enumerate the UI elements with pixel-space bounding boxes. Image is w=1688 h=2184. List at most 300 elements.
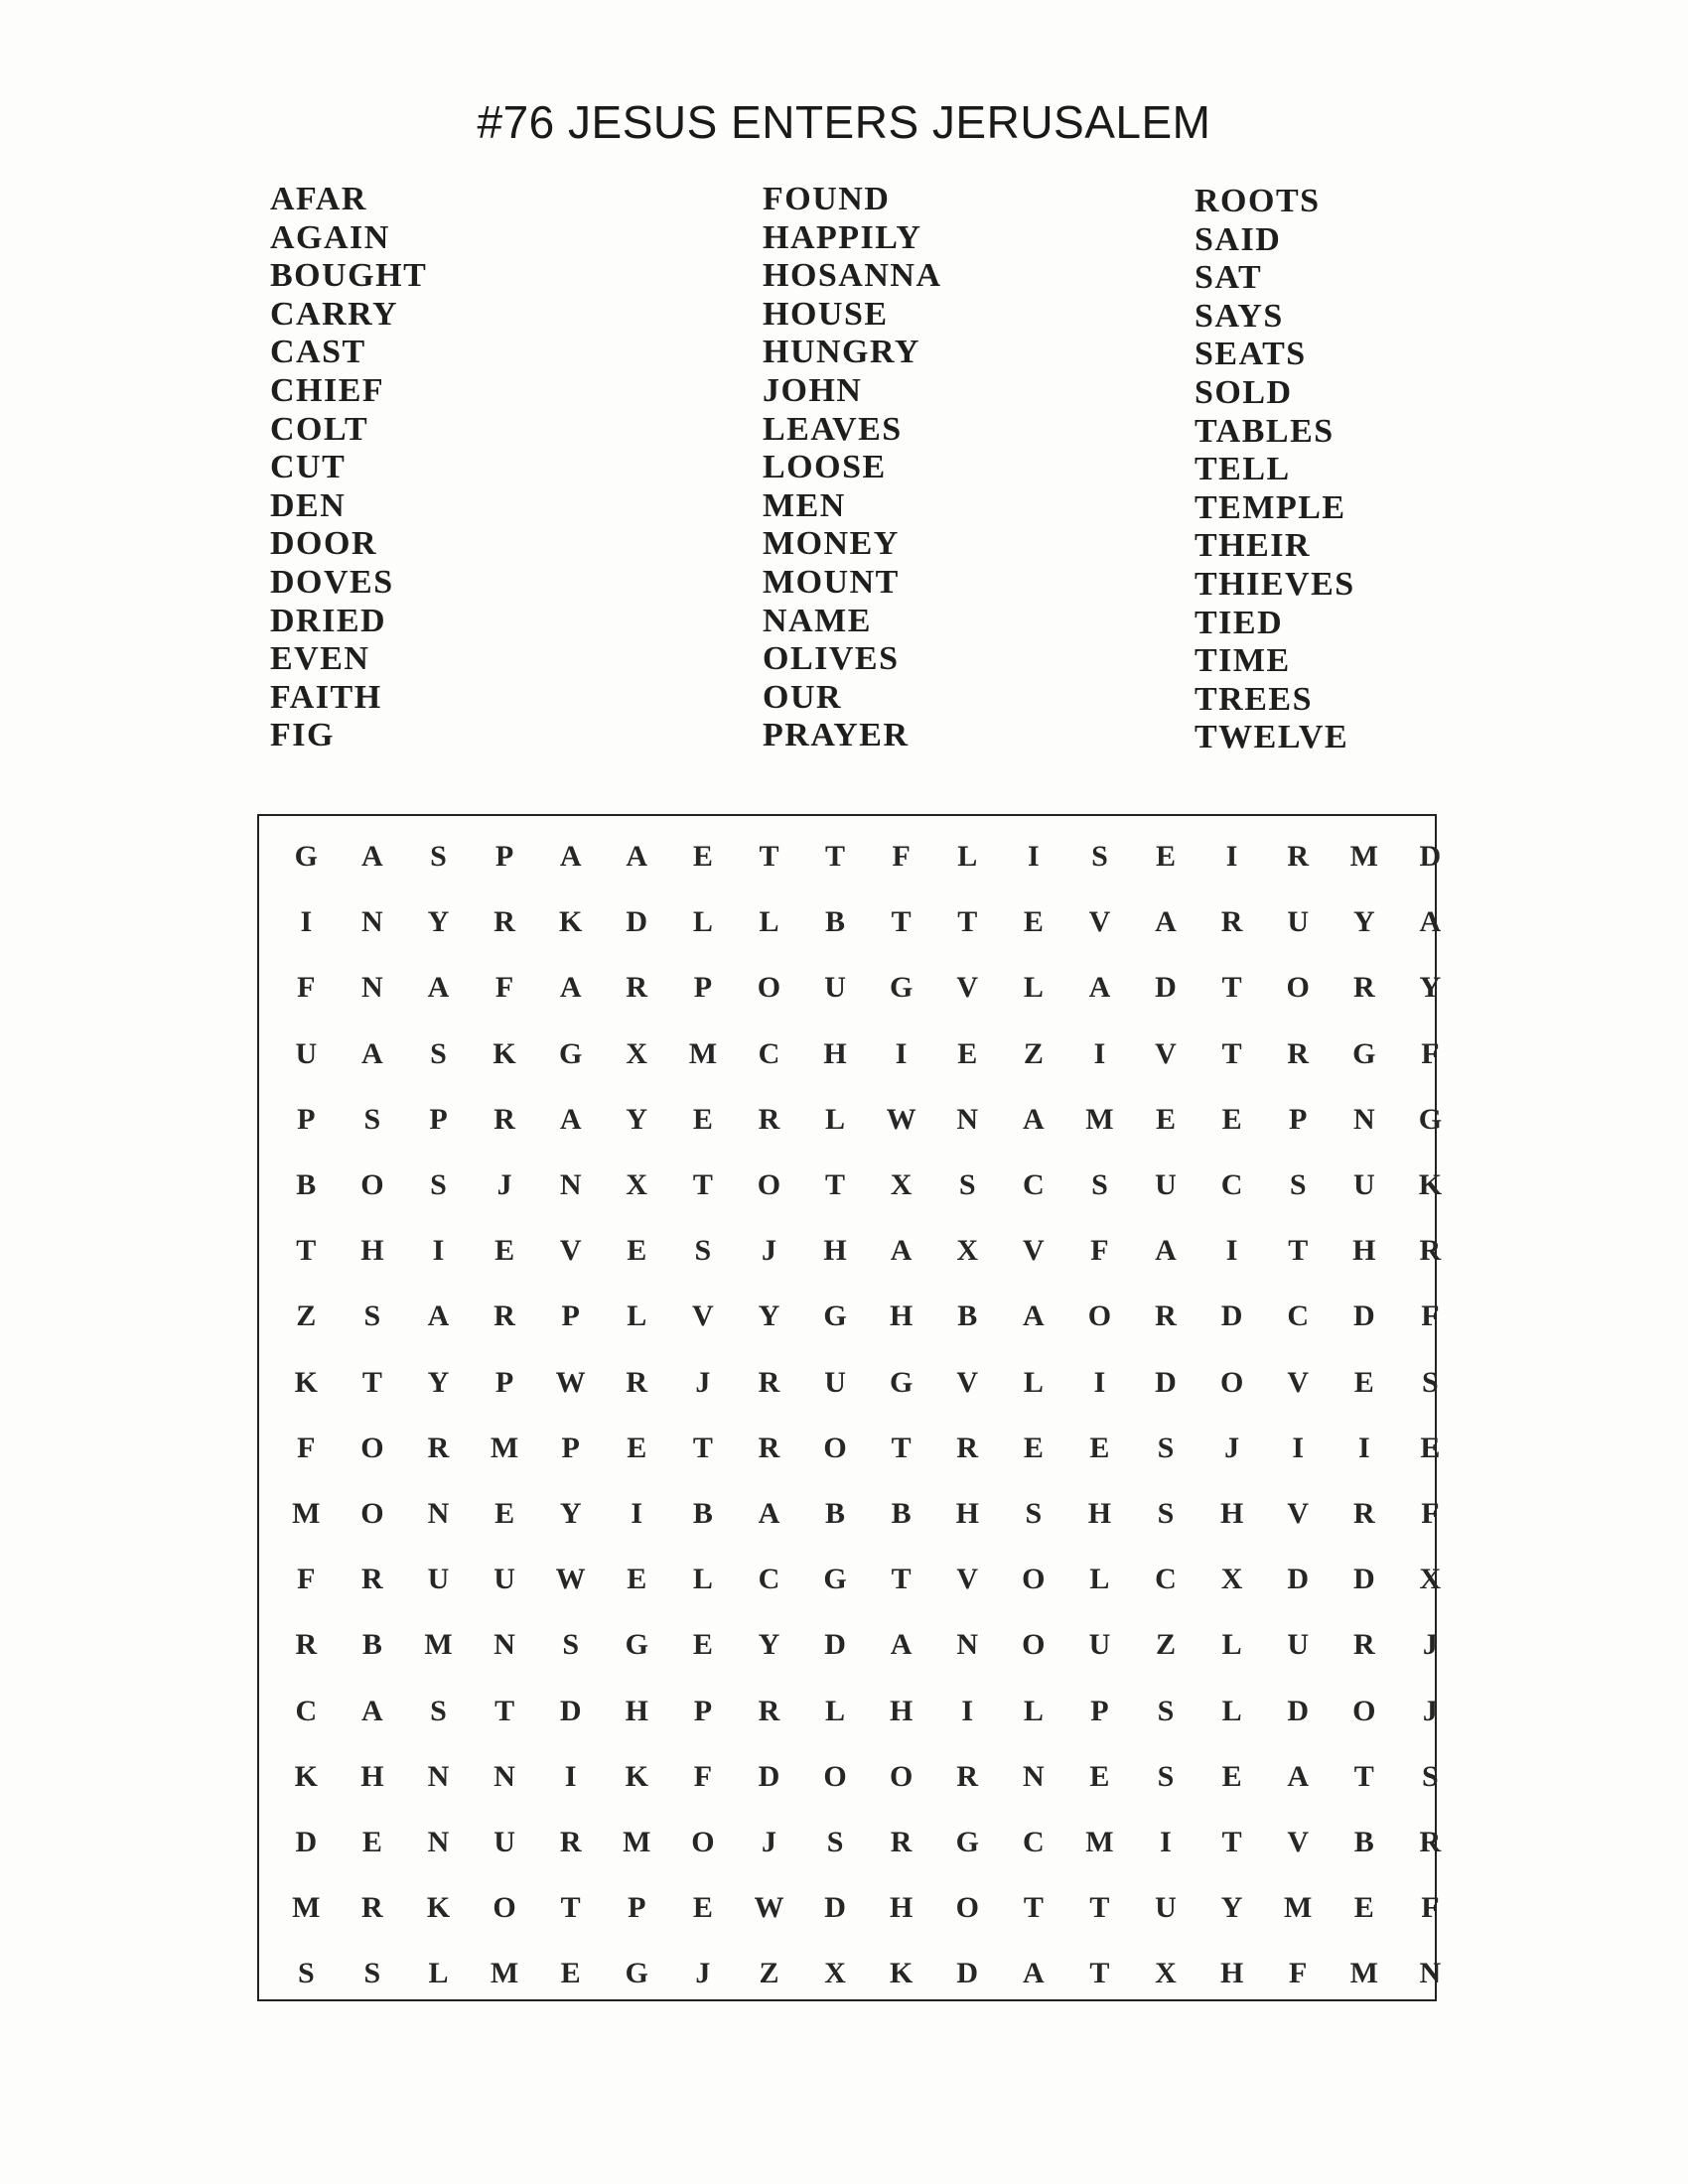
grid-letter[interactable]: J [1224, 1431, 1240, 1464]
grid-letter[interactable]: R [493, 1102, 515, 1136]
grid-letter[interactable]: V [1287, 1825, 1310, 1858]
grid-letter[interactable]: B [825, 905, 846, 939]
grid-letter[interactable]: X [1220, 1563, 1243, 1596]
grid-letter[interactable]: S [1422, 1365, 1439, 1399]
grid-letter[interactable]: U [295, 1036, 318, 1070]
grid-letter[interactable]: I [961, 1694, 974, 1727]
grid-letter[interactable]: F [297, 971, 316, 1005]
grid-letter[interactable]: A [1022, 1299, 1045, 1333]
grid-letter[interactable]: U [1155, 1168, 1177, 1202]
grid-letter[interactable]: U [1088, 1628, 1111, 1662]
grid-letter[interactable]: B [957, 1299, 978, 1333]
grid-letter[interactable]: L [1023, 1694, 1044, 1727]
grid-letter[interactable]: C [758, 1036, 780, 1070]
grid-letter[interactable]: E [1221, 1759, 1242, 1793]
grid-letter[interactable]: O [823, 1431, 847, 1464]
grid-letter[interactable]: U [824, 971, 846, 1005]
grid-letter[interactable]: L [627, 1299, 647, 1333]
grid-letter[interactable]: S [1157, 1496, 1175, 1530]
grid-letter[interactable]: O [757, 971, 781, 1005]
grid-letter[interactable]: R [361, 1563, 383, 1596]
grid-letter[interactable]: B [825, 1496, 846, 1530]
grid-letter[interactable]: F [1421, 1299, 1440, 1333]
grid-letter[interactable]: X [956, 1234, 979, 1268]
grid-letter[interactable]: M [623, 1825, 651, 1858]
grid-letter[interactable]: O [360, 1431, 384, 1464]
grid-letter[interactable]: A [361, 1036, 383, 1070]
grid-letter[interactable]: R [559, 1825, 582, 1858]
grid-letter[interactable]: S [297, 1957, 315, 1990]
grid-letter[interactable]: C [1220, 1168, 1243, 1202]
grid-letter[interactable]: A [559, 840, 582, 874]
grid-letter[interactable]: O [360, 1168, 384, 1202]
grid-letter[interactable]: C [1022, 1825, 1045, 1858]
grid-letter[interactable]: V [692, 1299, 714, 1333]
grid-letter[interactable]: O [1219, 1365, 1244, 1399]
grid-letter[interactable]: P [494, 1365, 514, 1399]
grid-letter[interactable]: T [759, 840, 779, 874]
grid-letter[interactable]: X [626, 1168, 648, 1202]
grid-letter[interactable]: F [297, 1431, 316, 1464]
grid-letter[interactable]: E [494, 1234, 515, 1268]
grid-letter[interactable]: K [294, 1365, 318, 1399]
grid-letter[interactable]: N [1352, 1102, 1375, 1136]
grid-letter[interactable]: S [430, 1168, 447, 1202]
grid-letter[interactable]: E [692, 840, 713, 874]
grid-letter[interactable]: G [1418, 1102, 1443, 1136]
grid-letter[interactable]: L [692, 905, 713, 939]
grid-letter[interactable]: G [823, 1299, 847, 1333]
grid-letter[interactable]: Z [1156, 1628, 1177, 1662]
grid-letter[interactable]: T [1221, 1825, 1242, 1858]
grid-letter[interactable]: T [494, 1694, 515, 1727]
grid-letter[interactable]: G [823, 1563, 847, 1596]
grid-letter[interactable]: I [432, 1234, 445, 1268]
grid-letter[interactable]: U [1155, 1891, 1177, 1925]
grid-letter[interactable]: R [758, 1431, 780, 1464]
grid-letter[interactable]: O [1286, 971, 1310, 1005]
grid-letter[interactable]: S [363, 1299, 381, 1333]
grid-letter[interactable]: I [1027, 840, 1040, 874]
grid-letter[interactable]: B [296, 1168, 317, 1202]
grid-letter[interactable]: G [559, 1036, 583, 1070]
grid-letter[interactable]: C [758, 1563, 780, 1596]
grid-letter[interactable]: X [1419, 1563, 1442, 1596]
grid-letter[interactable]: E [1089, 1759, 1110, 1793]
grid-letter[interactable]: S [1025, 1496, 1043, 1530]
grid-letter[interactable]: M [424, 1628, 453, 1662]
grid-letter[interactable]: O [1022, 1628, 1046, 1662]
grid-letter[interactable]: S [1091, 1168, 1108, 1202]
grid-letter[interactable]: C [295, 1694, 318, 1727]
grid-letter[interactable]: F [1421, 1891, 1440, 1925]
grid-letter[interactable]: I [1292, 1431, 1305, 1464]
grid-letter[interactable]: N [559, 1168, 582, 1202]
grid-letter[interactable]: J [761, 1234, 776, 1268]
grid-letter[interactable]: N [956, 1102, 979, 1136]
grid-letter[interactable]: Z [759, 1957, 779, 1990]
grid-letter[interactable]: W [555, 1563, 586, 1596]
grid-letter[interactable]: I [631, 1496, 643, 1530]
grid-letter[interactable]: E [1089, 1431, 1110, 1464]
grid-letter[interactable]: O [1352, 1694, 1376, 1727]
grid-letter[interactable]: L [957, 840, 978, 874]
grid-letter[interactable]: E [1420, 1431, 1441, 1464]
grid-letter[interactable]: N [427, 1825, 450, 1858]
grid-letter[interactable]: O [691, 1825, 715, 1858]
grid-letter[interactable]: O [1087, 1299, 1112, 1333]
grid-letter[interactable]: B [1353, 1825, 1374, 1858]
grid-letter[interactable]: S [1157, 1694, 1175, 1727]
grid-letter[interactable]: M [1085, 1825, 1114, 1858]
grid-letter[interactable]: R [1419, 1825, 1442, 1858]
grid-letter[interactable]: I [1357, 1431, 1370, 1464]
grid-letter[interactable]: Z [296, 1299, 317, 1333]
grid-letter[interactable]: K [294, 1759, 318, 1793]
grid-letter[interactable]: T [296, 1234, 317, 1268]
grid-letter[interactable]: R [626, 971, 648, 1005]
grid-letter[interactable]: G [955, 1825, 979, 1858]
grid-letter[interactable]: V [956, 971, 979, 1005]
grid-letter[interactable]: E [1023, 1431, 1044, 1464]
grid-letter[interactable]: L [1221, 1628, 1242, 1662]
grid-letter[interactable]: G [889, 971, 914, 1005]
grid-letter[interactable]: Y [1352, 905, 1375, 939]
grid-letter[interactable]: I [1093, 1036, 1106, 1070]
grid-letter[interactable]: A [1022, 1957, 1045, 1990]
grid-letter[interactable]: J [761, 1825, 776, 1858]
grid-letter[interactable]: D [1220, 1299, 1243, 1333]
grid-letter[interactable]: X [824, 1957, 846, 1990]
grid-letter[interactable]: T [825, 1168, 846, 1202]
grid-letter[interactable]: L [1023, 1365, 1044, 1399]
grid-letter[interactable]: N [361, 971, 383, 1005]
grid-letter[interactable]: V [1155, 1036, 1177, 1070]
grid-letter[interactable]: S [430, 1694, 447, 1727]
grid-letter[interactable]: F [297, 1563, 316, 1596]
grid-letter[interactable]: K [625, 1759, 648, 1793]
grid-letter[interactable]: D [1155, 1365, 1177, 1399]
grid-letter[interactable]: J [1422, 1694, 1438, 1727]
grid-letter[interactable]: P [494, 840, 514, 874]
grid-letter[interactable]: V [1088, 905, 1111, 939]
grid-letter[interactable]: H [360, 1234, 384, 1268]
grid-letter[interactable]: G [1352, 1036, 1376, 1070]
grid-letter[interactable]: L [1221, 1694, 1242, 1727]
grid-letter[interactable]: T [560, 1891, 581, 1925]
grid-letter[interactable]: E [692, 1628, 713, 1662]
grid-letter[interactable]: T [1288, 1234, 1309, 1268]
grid-letter[interactable]: T [1089, 1957, 1110, 1990]
grid-letter[interactable]: Y [559, 1496, 582, 1530]
grid-letter[interactable]: A [361, 1694, 383, 1727]
grid-letter[interactable]: P [693, 1694, 713, 1727]
grid-letter[interactable]: G [625, 1628, 648, 1662]
grid-letter[interactable]: D [626, 905, 648, 939]
grid-letter[interactable]: R [1287, 1036, 1310, 1070]
grid-letter[interactable]: Y [1220, 1891, 1243, 1925]
grid-letter[interactable]: O [889, 1759, 914, 1793]
grid-letter[interactable]: A [1155, 1234, 1177, 1268]
grid-letter[interactable]: T [1221, 971, 1242, 1005]
grid-letter[interactable]: J [695, 1957, 711, 1990]
grid-letter[interactable]: D [1352, 1299, 1375, 1333]
grid-letter[interactable]: R [427, 1431, 450, 1464]
grid-letter[interactable]: J [1422, 1628, 1438, 1662]
grid-letter[interactable]: R [758, 1365, 780, 1399]
grid-letter[interactable]: D [758, 1759, 780, 1793]
grid-letter[interactable]: N [956, 1628, 979, 1662]
grid-letter[interactable]: H [1219, 1957, 1244, 1990]
grid-letter[interactable]: U [427, 1563, 450, 1596]
grid-letter[interactable]: E [494, 1496, 515, 1530]
grid-letter[interactable]: S [363, 1957, 381, 1990]
grid-letter[interactable]: S [694, 1234, 712, 1268]
grid-letter[interactable]: K [559, 905, 583, 939]
grid-letter[interactable]: P [561, 1299, 580, 1333]
grid-letter[interactable]: V [956, 1563, 979, 1596]
grid-letter[interactable]: E [1353, 1365, 1374, 1399]
grid-letter[interactable]: A [890, 1628, 913, 1662]
grid-letter[interactable]: T [692, 1431, 713, 1464]
grid-letter[interactable]: O [955, 1891, 979, 1925]
grid-letter[interactable]: O [823, 1759, 847, 1793]
grid-letter[interactable]: K [492, 1036, 516, 1070]
grid-letter[interactable]: A [1088, 971, 1111, 1005]
grid-letter[interactable]: N [493, 1628, 515, 1662]
grid-letter[interactable]: T [1089, 1891, 1110, 1925]
grid-letter[interactable]: R [956, 1431, 979, 1464]
grid-letter[interactable]: T [825, 840, 846, 874]
grid-letter[interactable]: T [1221, 1036, 1242, 1070]
grid-letter[interactable]: T [1353, 1759, 1374, 1793]
grid-letter[interactable]: A [1287, 1759, 1310, 1793]
grid-letter[interactable]: N [493, 1759, 515, 1793]
grid-letter[interactable]: Y [427, 905, 450, 939]
grid-letter[interactable]: D [1287, 1694, 1310, 1727]
grid-letter[interactable]: T [1023, 1891, 1044, 1925]
grid-letter[interactable]: P [1090, 1694, 1109, 1727]
grid-letter[interactable]: H [360, 1759, 384, 1793]
grid-letter[interactable]: C [1155, 1563, 1177, 1596]
grid-letter[interactable]: A [427, 971, 450, 1005]
grid-letter[interactable]: H [1352, 1234, 1376, 1268]
grid-letter[interactable]: U [1287, 905, 1310, 939]
grid-letter[interactable]: H [889, 1299, 914, 1333]
grid-letter[interactable]: D [1352, 1563, 1375, 1596]
grid-letter[interactable]: S [363, 1102, 381, 1136]
grid-letter[interactable]: S [562, 1628, 580, 1662]
grid-letter[interactable]: X [1155, 1957, 1177, 1990]
grid-letter[interactable]: E [1221, 1102, 1242, 1136]
grid-letter[interactable]: E [627, 1431, 647, 1464]
grid-letter[interactable]: U [1287, 1628, 1310, 1662]
grid-letter[interactable]: R [1419, 1234, 1442, 1268]
grid-letter[interactable]: E [692, 1891, 713, 1925]
grid-letter[interactable]: T [891, 905, 912, 939]
grid-letter[interactable]: L [1089, 1563, 1110, 1596]
grid-letter[interactable]: I [1093, 1365, 1106, 1399]
grid-letter[interactable]: R [493, 905, 515, 939]
grid-letter[interactable]: O [492, 1891, 516, 1925]
grid-letter[interactable]: F [1090, 1234, 1109, 1268]
grid-letter[interactable]: D [1287, 1563, 1310, 1596]
grid-letter[interactable]: T [891, 1431, 912, 1464]
grid-letter[interactable]: Y [758, 1628, 780, 1662]
grid-letter[interactable]: R [1220, 905, 1243, 939]
grid-letter[interactable]: E [1353, 1891, 1374, 1925]
grid-letter[interactable]: R [493, 1299, 515, 1333]
grid-letter[interactable]: H [955, 1496, 979, 1530]
grid-letter[interactable]: R [1287, 840, 1310, 874]
grid-letter[interactable]: F [693, 1759, 713, 1793]
grid-letter[interactable]: U [493, 1825, 515, 1858]
grid-letter[interactable]: U [824, 1365, 846, 1399]
grid-letter[interactable]: S [826, 1825, 844, 1858]
grid-letter[interactable]: R [1155, 1299, 1177, 1333]
grid-letter[interactable]: V [1022, 1234, 1045, 1268]
grid-letter[interactable]: K [889, 1957, 914, 1990]
grid-letter[interactable]: H [1087, 1496, 1112, 1530]
grid-letter[interactable]: H [1219, 1496, 1244, 1530]
grid-letter[interactable]: O [360, 1496, 384, 1530]
grid-letter[interactable]: P [628, 1891, 646, 1925]
grid-letter[interactable]: D [1419, 840, 1442, 874]
grid-letter[interactable]: A [890, 1234, 913, 1268]
grid-letter[interactable]: F [892, 840, 911, 874]
grid-letter[interactable]: S [1157, 1431, 1175, 1464]
grid-letter[interactable]: M [688, 1036, 718, 1070]
grid-letter[interactable]: I [1225, 1234, 1238, 1268]
grid-letter[interactable]: C [1022, 1168, 1045, 1202]
grid-letter[interactable]: M [1349, 840, 1378, 874]
grid-letter[interactable]: L [1023, 971, 1044, 1005]
grid-letter[interactable]: H [889, 1891, 914, 1925]
grid-letter[interactable]: G [625, 1957, 648, 1990]
grid-letter[interactable]: V [1287, 1496, 1310, 1530]
grid-letter[interactable]: I [895, 1036, 908, 1070]
grid-letter[interactable]: D [559, 1694, 582, 1727]
grid-letter[interactable]: K [426, 1891, 451, 1925]
grid-letter[interactable]: G [294, 840, 318, 874]
grid-letter[interactable]: T [361, 1365, 382, 1399]
grid-letter[interactable]: P [297, 1102, 316, 1136]
grid-letter[interactable]: W [555, 1365, 586, 1399]
grid-letter[interactable]: D [1155, 971, 1177, 1005]
grid-letter[interactable]: Y [1419, 971, 1442, 1005]
grid-letter[interactable]: P [1289, 1102, 1308, 1136]
grid-letter[interactable]: S [958, 1168, 976, 1202]
grid-letter[interactable]: P [429, 1102, 448, 1136]
grid-letter[interactable]: M [292, 1496, 321, 1530]
grid-letter[interactable]: E [1156, 840, 1177, 874]
grid-letter[interactable]: S [1289, 1168, 1307, 1202]
grid-letter[interactable]: D [824, 1628, 846, 1662]
grid-letter[interactable]: E [627, 1234, 647, 1268]
grid-letter[interactable]: M [1284, 1891, 1313, 1925]
grid-letter[interactable]: R [1352, 1496, 1375, 1530]
grid-letter[interactable]: W [754, 1891, 784, 1925]
grid-letter[interactable]: U [1352, 1168, 1375, 1202]
grid-letter[interactable]: A [559, 1102, 582, 1136]
grid-letter[interactable]: M [292, 1891, 321, 1925]
grid-letter[interactable]: N [1022, 1759, 1045, 1793]
grid-letter[interactable]: F [1421, 1496, 1440, 1530]
grid-letter[interactable]: F [1421, 1036, 1440, 1070]
grid-letter[interactable]: U [493, 1563, 515, 1596]
grid-letter[interactable]: E [361, 1825, 382, 1858]
grid-letter[interactable]: L [759, 905, 779, 939]
grid-letter[interactable]: J [695, 1365, 711, 1399]
grid-letter[interactable]: S [430, 840, 447, 874]
grid-letter[interactable]: G [889, 1365, 914, 1399]
grid-letter[interactable]: B [891, 1496, 912, 1530]
grid-letter[interactable]: H [625, 1694, 648, 1727]
grid-letter[interactable]: S [430, 1036, 447, 1070]
grid-letter[interactable]: Y [427, 1365, 450, 1399]
grid-letter[interactable]: R [295, 1628, 318, 1662]
grid-letter[interactable]: L [692, 1563, 713, 1596]
grid-letter[interactable]: E [1156, 1102, 1177, 1136]
grid-letter[interactable]: R [758, 1102, 780, 1136]
grid-letter[interactable]: V [559, 1234, 582, 1268]
grid-letter[interactable]: R [361, 1891, 383, 1925]
grid-letter[interactable]: S [1157, 1759, 1175, 1793]
grid-letter[interactable]: F [494, 971, 514, 1005]
grid-letter[interactable]: Y [758, 1299, 780, 1333]
grid-letter[interactable]: D [956, 1957, 979, 1990]
grid-letter[interactable]: I [300, 905, 313, 939]
grid-letter[interactable]: M [490, 1431, 519, 1464]
grid-letter[interactable]: N [427, 1496, 450, 1530]
grid-letter[interactable]: O [757, 1168, 781, 1202]
grid-letter[interactable]: A [559, 971, 582, 1005]
grid-letter[interactable]: Y [626, 1102, 648, 1136]
grid-letter[interactable]: V [1287, 1365, 1310, 1399]
grid-letter[interactable]: R [1352, 1628, 1375, 1662]
grid-letter[interactable]: I [1225, 840, 1238, 874]
grid-letter[interactable]: A [1022, 1102, 1045, 1136]
grid-letter[interactable]: R [956, 1759, 979, 1793]
grid-letter[interactable]: F [1289, 1957, 1308, 1990]
grid-letter[interactable]: T [891, 1563, 912, 1596]
grid-letter[interactable]: E [560, 1957, 581, 1990]
grid-letter[interactable]: R [626, 1365, 648, 1399]
grid-letter[interactable]: H [823, 1234, 847, 1268]
grid-letter[interactable]: N [427, 1759, 450, 1793]
grid-letter[interactable]: H [889, 1694, 914, 1727]
grid-letter[interactable]: H [823, 1036, 847, 1070]
grid-letter[interactable]: D [824, 1891, 846, 1925]
grid-letter[interactable]: Z [1023, 1036, 1044, 1070]
grid-letter[interactable]: M [1085, 1102, 1114, 1136]
grid-letter[interactable]: X [890, 1168, 913, 1202]
grid-letter[interactable]: J [496, 1168, 512, 1202]
grid-letter[interactable]: L [825, 1102, 846, 1136]
grid-letter[interactable]: A [1419, 905, 1442, 939]
grid-letter[interactable]: T [957, 905, 978, 939]
grid-letter[interactable]: R [1352, 971, 1375, 1005]
grid-letter[interactable]: D [295, 1825, 318, 1858]
grid-letter[interactable]: I [1160, 1825, 1172, 1858]
grid-letter[interactable]: A [1155, 905, 1177, 939]
grid-letter[interactable]: I [564, 1759, 577, 1793]
grid-letter[interactable]: P [693, 971, 713, 1005]
grid-letter[interactable]: T [692, 1168, 713, 1202]
grid-letter[interactable]: A [361, 840, 383, 874]
grid-letter[interactable]: R [890, 1825, 913, 1858]
grid-letter[interactable]: M [490, 1957, 519, 1990]
